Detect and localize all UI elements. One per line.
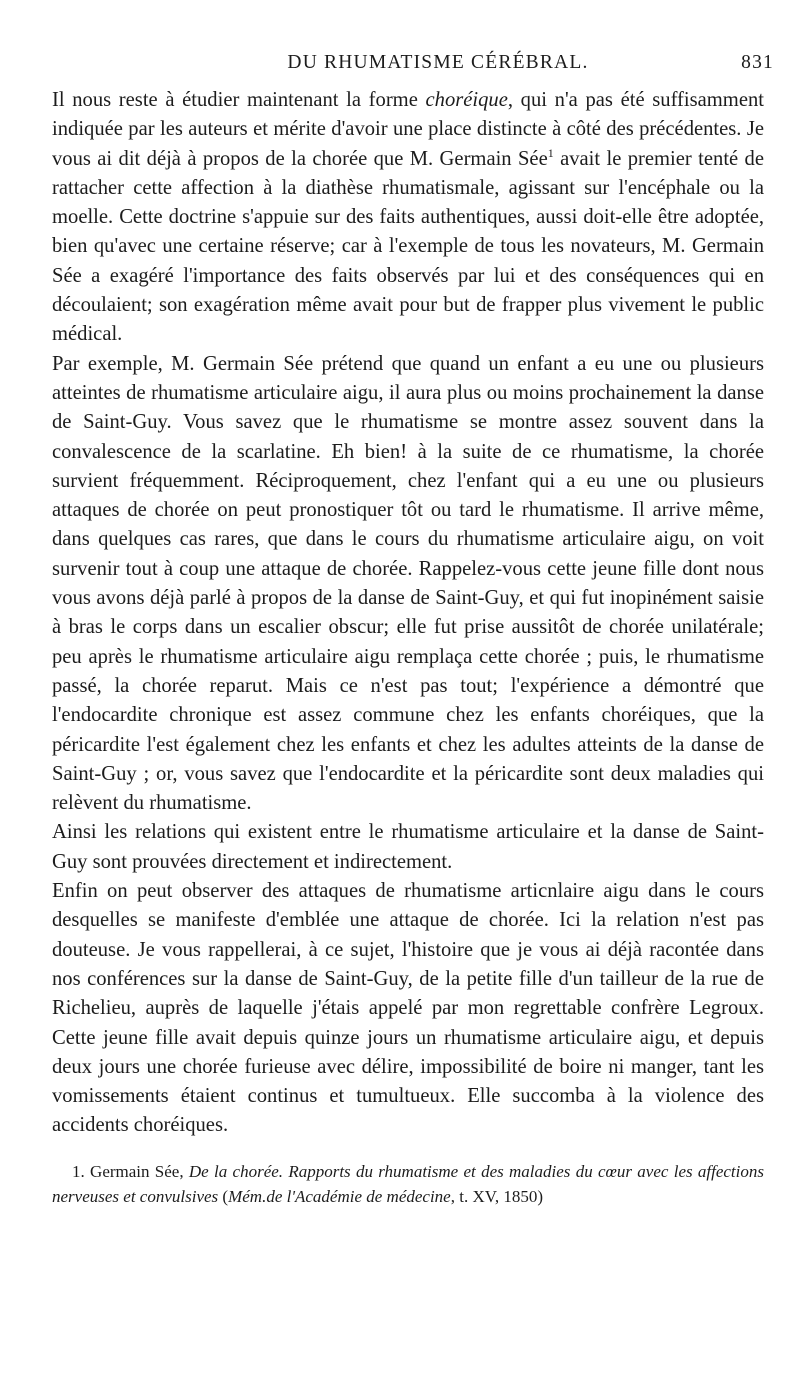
page-number: 831 <box>741 52 774 73</box>
emphasis-choreique: choréique <box>425 89 508 111</box>
paragraph-1: Il nous reste à étudier maintenant la forme choréique, qui n'a pas été suffisamment indiquée par les auteurs et mérite d'avoir une place distincte à côté des précédentes. Je vous ai dit déjà à propos de la chorée que M. Germain Sée$^1$ avait le premier tenté de rattacher cette affection à la diathèse rhumatismale, agissant sur l'encéphale ou la moelle. Cette doctrine s'appuie sur des faits authentiques, aussi doit-elle être adoptée, bien qu'avec une certaine réserve; car à l'exemple de tous les novateurs, M. Germain Sée a exagéré l'importance des faits observés par lui et des conséquences qui en découlaient; son exagération même avait pour but de frapper plus vivement le public médical. <box>52 89 764 346</box>
book-page <box>52 52 774 1209</box>
running-head <box>52 52 774 82</box>
paragraph-4: Enfin on peut observer des attaques de rhumatisme articnlaire aigu dans le cours desquelles se manifeste d'emblée une attaque de chorée. Ici la relation n'est pas douteuse. Je vous rappellerai, à ce sujet, l'histoire que je vous ai déjà racontée dans nos conférences sur la danse de Saint-Guy, de la petite fille d'un tailleur de la rue de Richelieu, auprès de laquelle j'étais appelé par mon regrettable confrère Legroux. Cette jeune fille avait depuis quinze jours un rhumatisme articulaire aigu, et depuis deux jours une chorée furieuse avec délire, impossibilité de boire ni manger, tant les vomissements étaient continus et tumultueux. Elle succomba à la violence des accidents choréiques. <box>52 880 764 1137</box>
paragraph-3: Ainsi les relations qui existent entre le rhumatisme articulaire et la danse de Saint-Guy sont prouvées directement et indirectement. <box>52 821 764 873</box>
paragraph-2: Par exemple, M. Germain Sée prétend que quand un enfant a eu une ou plusieurs atteintes de rhumatisme articulaire aigu, il aura plus ou moins prochainement la danse de Saint-Guy. Vous savez que le rhumatisme se montre assez souvent dans la convalescence de la scarlatine. Eh bien! à la suite de ce rhumatisme, la chorée survient fréquemment. Réciproquement, chez l'enfant qui a eu une ou plusieurs attaques de chorée on peut pronostiquer tôt ou tard le rhumatisme. Il arrive même, dans quelques cas rares, que dans le cours du rhumatisme articulaire aigu, on voit survenir tout à coup une attaque de chorée. Rappelez-vous cette jeune fille dont nous vous avons déjà parlé à propos de la danse de Saint-Guy, et qui fut inopinément saisie à bras le corps dans un escalier obscur; elle fut prise aussitôt de chorée unilatérale; peu après le rhumatisme articulaire aigu remplaça cette chorée ; puis, le rhumatisme passé, la chorée reparut. Mais ce n'est pas tout; l'expérience a démontré que l'endocardite chronique est assez commune chez les enfants choréiques, que la péricardite l'est également chez les enfants et chez les adultes atteints de la danse de Saint-Guy ; or, vous savez que l'endocardite et la péricardite sont deux maladies qui relèvent du rhumatisme. <box>52 352 764 815</box>
footnotes <box>52 1159 764 1209</box>
footnote-1: 1. Germain Sée, De la chorée. Rapports du rhumatisme et des maladies du cœur avec les affections nerveuses et convulsives (Mém.de l'Académie de médecine, t. XV, 1850) <box>52 1161 764 1206</box>
running-title: DU RHUMATISME CÉRÉBRAL. <box>287 52 589 73</box>
footnote-marker: 1 <box>547 145 554 160</box>
body-text <box>52 86 764 1141</box>
